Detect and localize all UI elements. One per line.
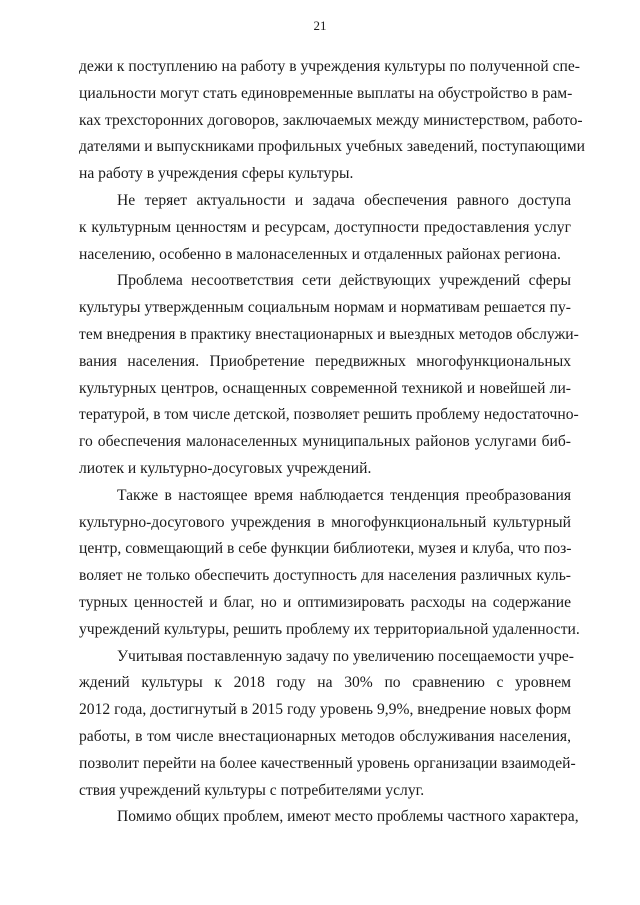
text-line: Не теряет актуальности и задача обеспечения равного доступа bbox=[117, 191, 571, 209]
text-line: Проблема несоответствия сети действующих учреждений сферы bbox=[117, 272, 571, 290]
text-line: дежи к поступлению на работу в учреждения культуры по полученной спе- bbox=[79, 58, 580, 75]
paragraph bbox=[79, 54, 585, 188]
paragraph bbox=[79, 644, 576, 805]
text-line: культуры утвержденным социальным нормам и нормативам решается пу- bbox=[79, 299, 571, 317]
text-line: ждений культуры к 2018 году на 30% по сравнению с уровнем bbox=[79, 674, 571, 692]
page-number: 21 bbox=[313, 18, 327, 33]
text-line: тературой, в том числе детской, позволяет решить проблему недостаточно- bbox=[79, 406, 579, 424]
paragraph bbox=[79, 804, 579, 831]
text-line: к культурным ценностям и ресурсам, доступности предоставления услуг bbox=[79, 218, 571, 236]
paragraph bbox=[79, 483, 580, 644]
text-line: ках трехсторонних договоров, заключаемых между министерством, работо- bbox=[79, 111, 583, 129]
text-line: дателями и выпускниками профильных учебных заведений, поступающими bbox=[79, 138, 585, 156]
text-line: позволит перейти на более качественный уровень организации взаимодей- bbox=[79, 754, 576, 772]
text-line: го обеспечения малонаселенных муниципальных районов услугами биб- bbox=[79, 433, 571, 451]
text-line: 2012 года, достигнутый в 2015 году уровень 9,9%, внедрение новых форм bbox=[79, 701, 571, 719]
text-line: тем внедрения в практику внестационарных и выездных методов обслужи- bbox=[79, 325, 579, 343]
text-line: Также в настоящее время наблюдается тенденция преобразования bbox=[117, 486, 571, 504]
text-line: работы, в том числе внестационарных методов обслуживания населения, bbox=[79, 727, 571, 745]
text-line: населению, особенно в малонаселенных и отдаленных районах региона. bbox=[79, 245, 561, 263]
text-line: лиотек и культурно-досуговых учреждений. bbox=[79, 459, 372, 477]
text-line: на работу в учреждения сферы культуры. bbox=[79, 165, 354, 183]
paragraph bbox=[79, 188, 571, 268]
text-line: вания населения. Приобретение передвижных многофункциональных bbox=[79, 352, 571, 370]
text-line: циальности могут стать единовременные выплаты на обустройство в рам- bbox=[79, 84, 573, 102]
text-line: центр, совмещающий в себе функции библиотеки, музея и клуба, что поз- bbox=[79, 540, 572, 558]
text-line: культурно-досугового учреждения в многофункциональный культурный bbox=[79, 513, 571, 531]
text-line: Учитывая поставленную задачу по увеличению посещаемости учре- bbox=[117, 647, 574, 665]
text-line: турных ценностей и благ, но и оптимизировать расходы на содержание bbox=[79, 593, 571, 611]
paragraph bbox=[79, 268, 579, 482]
text-line: воляет не только обеспечить доступность для населения различных куль- bbox=[79, 567, 571, 585]
text-line: культурных центров, оснащенных современной техникой и новейшей ли- bbox=[79, 379, 571, 397]
text-line: ствия учреждений культуры с потребителями услуг. bbox=[79, 781, 425, 799]
text-line: Помимо общих проблем, имеют место проблемы частного характера, bbox=[117, 808, 579, 826]
document-body bbox=[79, 54, 585, 831]
text-line: учреждений культуры, решить проблему их территориальной удаленности. bbox=[79, 620, 580, 638]
